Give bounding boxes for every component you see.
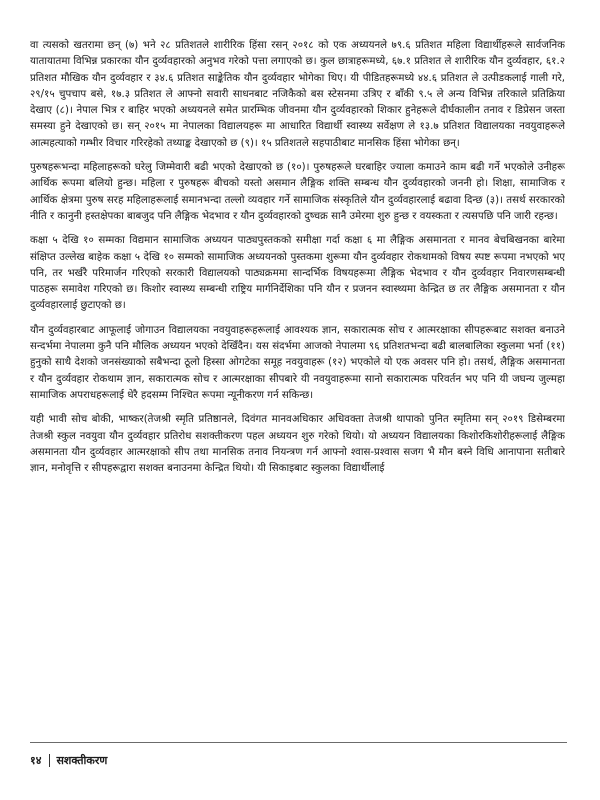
paragraph-1: वा त्यसको खतरामा छन् (७) भने २८ प्रतिशतले शारीरिक हिंसा रसन् २०१८ को एक अध्ययनले ७९.६ प्रतिशत महिला विद्यार्थीहरूले सार्वजनिक यातायातमा विभिन्न प्रकारका यौन दुर्व्यवहारको अनुभव गरेको पत्ता लगाएको छ। कुल छात्राहरूमध्ये, ६७.१ प्रतिशत ले शारीरिक यौन दुर्व्यवहार, ६१.२ प्रतिशत मौखिक यौन दुर्व्यवहार र ३४.६ प्रतिशत साङ्केतिक यौन दुर्व्यवहार भोगेका थिए। यी पीडितहरूमध्ये ४४.६ प्रतिशत ले उत्पीडकलाई गाली गरे, २९/१५ चुपचाप बसे, १७.३ प्रतिशत ले आफ्नो सवारी साधनबाट नजिकैको बस स्टेसनमा उत्रिए र बाँकी ९.५ ले अन्य विभिन्न तरिकाले प्रतिक्रिया देखाए (८)। नेपाल भित्र र बाहिर भएको अध्ययनले समेत प्रारम्भिक जीवनमा यौन दुर्व्यवहारको शिकार हुनेहरूले दीर्घकालीन तनाव र डिप्रेसन जस्ता समस्या हुने देखाएको छ। सन् २०१५ मा नेपालका विद्यालयहरू मा आधारित विद्यार्थी स्वास्थ्य सर्वेक्षण ले १३.७ प्रतिशत विद्यालयका नवयुवाहरूले आत्महत्याको गम्भीर विचार गरिरहेको तथ्याङ्क देखाएको छ (९)। १५ प्रतिशतले सहपाठीबाट मानसिक हिंसा भोगेका छन्। xyxy=(30,40,565,149)
footer-divider xyxy=(30,742,567,743)
body-text xyxy=(30,38,565,734)
paragraph-4: यौन दुर्व्यवहारबाट आफूलाई जोगाउन विद्यालयका नवयुवाहरूहरूलाई आवश्यक ज्ञान, सकारात्मक सोच र आत्मरक्षाका सीपहरूबाट सशक्त बनाउने सन्दर्भमा नेपालमा कुनै पनि मौलिक अध्ययन भएको देखिँदैन। यस संदर्भमा आजको नेपालमा ९६ प्रतिशतभन्दा बढी बालबालिका स्कुलमा भर्ना (११) हुनुको साथै देशको जनसंख्याको सबैभन्दा ठूलो हिस्सा ओगटेका समूह नवयुवाहरू (१२) भएकोले यो एक अवसर पनि हो। तसर्थ, लैङ्गिक असमानता र यौन दुर्व्यवहार रोकथाम ज्ञान, सकारात्मक सोच र आत्मरक्षाका सीपबारे यी नवयुवाहरूमा सानो सकारात्मक परिवर्तन भए पनि यी जघन्य जुल्महा सामाजिक अपराधहरूलाई धेरै हदसम्म निश्चित रूपमा न्यूनीकरण गर्न सकिन्छ। xyxy=(30,324,565,401)
page-number: १४ xyxy=(30,753,42,767)
paragraph-3: कक्षा ५ देखि १० सम्मका विद्यमान सामाजिक अध्ययन पाठ्यपुस्तकको समीक्षा गर्दा कक्षा ६ मा लैङ्गिक असमानता र मानव बेचबिखनका बारेमा संक्षिप्त उल्लेख बाहेक कक्षा ५ देखि १० सम्मको सामाजिक अध्ययनको पुस्तकमा शुरूमा यौन दुर्व्यवहार रोकथामको विषय स्पष्ट रूपमा नभएको भए पनि, तर भर्खरै परिमार्जन गरिएको सरकारी विद्यालयको पाठ्यक्रममा सान्दर्भिक विषयहरूमा लैङ्गिक भेदभाव र यौन दुर्व्यवहार निवारणसम्बन्धी पाठहरू समावेश गरिएको छ। किशोर स्वास्थ्य सम्बन्धी राष्ट्रिय मार्गनिर्देशिका पनि यौन र प्रजनन स्वास्थ्यमा केन्द्रित छ तर लैङ्गिक असमानता र यौन दुर्व्यवहारलाई छुटाएको छ। xyxy=(30,235,565,312)
page-footer xyxy=(30,750,330,770)
running-title: सशक्तीकरण xyxy=(56,753,108,767)
paragraph-2: पुरुषहरूभन्दा महिलाहरूको घरेलु जिम्मेवारी बढी भएको देखाएको छ (१०)। पुरुषहरूले घरबाहिर ज्याला कमाउने काम बढी गर्ने भएकोले उनीहरू आर्थिक रूपमा बलियो हुन्छ। महिला र पुरुषहरू बीचको यस्तो असमान लैङ्गिक शक्ति सम्बन्ध यौन दुर्व्यवहारको जननी हो। शिक्षा, सामाजिक र आर्थिक क्षेत्रमा पुरुष सरह महिलाहरूलाई समानभन्दा तल्लो व्यवहार गर्ने सामाजिक संस्कृतिले यौन दुर्व्यवहारलाई बढावा दिन्छ (३)। तसर्थ सरकारको नीति र कानुनी हस्तक्षेपका बाबजुद पनि लैङ्गिक भेदभाव र यौन दुर्व्यवहारको दुष्चक्र सानै उमेरमा शुरु हुन्छ र वयस्कता र त्यसपछि पनि जारी रहन्छ। xyxy=(30,162,565,222)
paragraph-5: यही भावी सोच बोकी, भाष्कर(तेजश्री स्मृति प्रतिष्ठानले, दिवंगत मानवअधिकार अधिवक्ता तेजश्री थापाको पुनित स्मृतिमा सन् २०१९ डिसेम्बरमा तेजश्री स्कुल नवयुवा यौन दुर्व्यवहार प्रतिरोध सशक्तीकरण पहल अध्ययन शुरु गरेको थियो। यो अध्ययन विद्यालयका किशोरकिशोरीहरूलाई लैङ्गिक असमानता यौन दुर्व्यवहार आत्मरक्षाको सीप तथा मानसिक तनाव नियन्त्रण गर्न आफ्नो श्वास-प्रश्वास सजग भै मौन बस्ने विधि आनापाना सतीबारे ज्ञान, मनोवृत्ति र सीपहरूद्वारा सशक्त बनाउनमा केन्द्रित थियो। यी सिकाइबाट स्कुलका विद्यार्थीलाई xyxy=(30,414,565,475)
footer-separator xyxy=(49,754,50,767)
